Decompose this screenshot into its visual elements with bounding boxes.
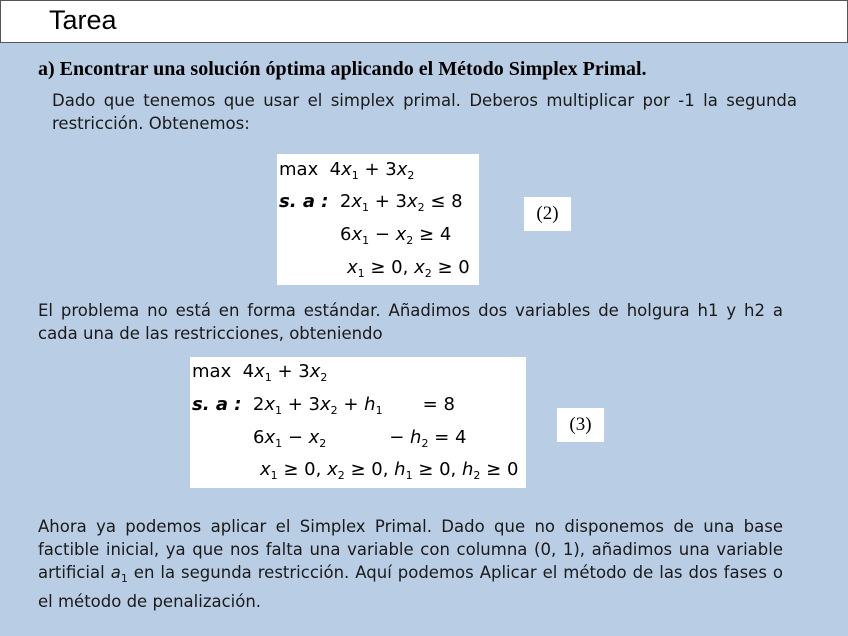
constraint-2: $6x_1 - x_2 \ge 4$ <box>340 224 452 247</box>
linear-program-2 <box>277 154 479 285</box>
constraint-2: $6x_1 - x_2$ − $h_2 = 4$ <box>253 427 467 450</box>
slide-title-bar <box>0 0 848 43</box>
intro-paragraph: Dado que tenemos que usar el simplex primal. Deberos multiplicar por -1 la segunda restricción. Obtenemos: <box>52 91 797 133</box>
linear-program-3 <box>190 357 526 488</box>
nonnegativity: $x_1 \ge 0$, $x_2 \ge 0$, $h_1 \ge 0$, $h_2 \ge 0$ <box>260 459 519 482</box>
constraint-1: s. a : $2x_1 + 3x_2 \le 8$ <box>279 191 463 214</box>
constraint-1: s. a : $2x_1 + 3x_2 + h_1$ = 8 <box>192 394 455 417</box>
objective-line: $\max 4x_1 + 3x_2$ <box>279 159 415 182</box>
simplex-paragraph: Ahora ya podemos aplicar el Simplex Primal. Dado que no disponemos de una base factible inicial, ya que nos falta una variable con columna (0, 1), añadimos una variable artificial $a_1$ en la segunda restricción. Aquí podemos Aplicar el método de las dos fases o el método de penalización. <box>38 517 783 611</box>
equation-label-2: (2) <box>524 197 571 231</box>
standard-form-paragraph: El problema no está en forma estándar. Añadimos dos variables de holgura h1 y h2 a cada una de las restricciones, obteniendo <box>38 301 783 343</box>
equation-label-3: (3) <box>557 408 604 442</box>
nonnegativity: $x_1 \ge 0$, $x_2 \ge 0$ <box>347 257 470 280</box>
objective-line: $\max 4x_1 + 3x_2$ <box>192 361 328 384</box>
slide-title: Tarea <box>49 5 117 35</box>
artificial-variable: a <box>110 563 121 582</box>
section-heading: a) Encontrar una solución óptima aplicando el Método Simplex Primal. <box>38 58 647 80</box>
